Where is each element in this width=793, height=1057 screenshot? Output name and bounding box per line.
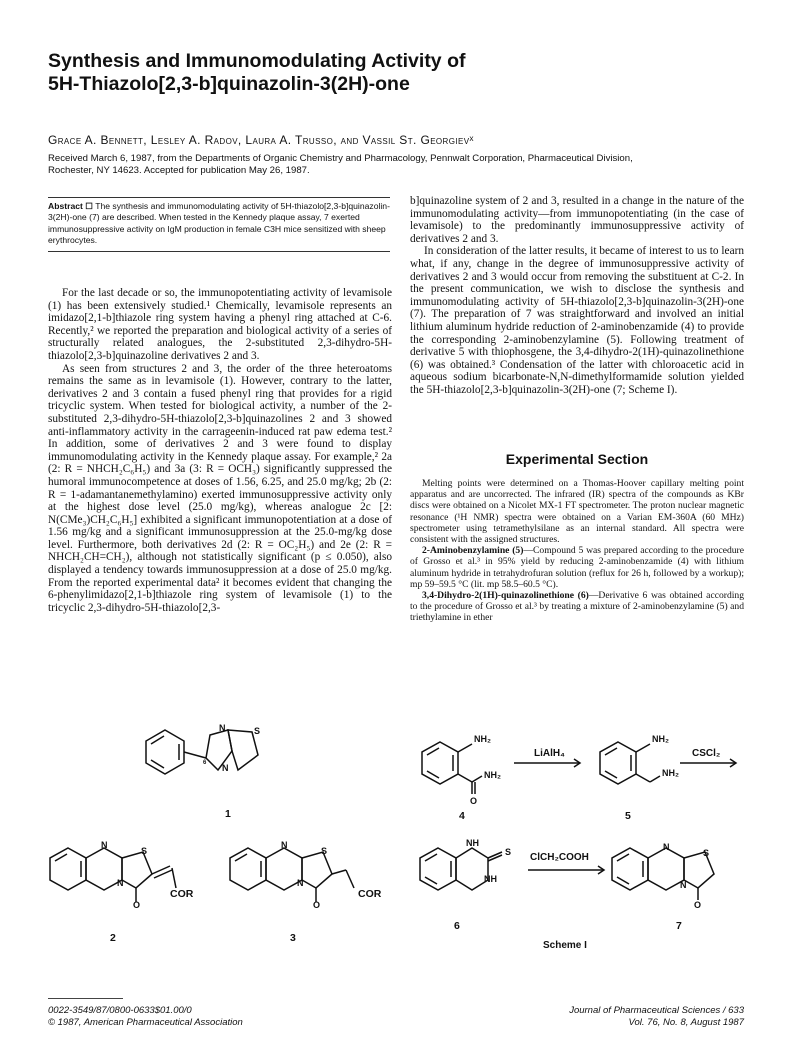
group-nh: NH	[466, 838, 479, 848]
substituent-cor: COR	[170, 888, 194, 900]
compound-heading: 3,4-Dihydro-2(1H)-quinazolinethione (6)	[422, 590, 589, 602]
atom-o: O	[694, 900, 702, 910]
substituent-cor: COR	[358, 888, 382, 900]
compound-label-2: 2	[110, 932, 116, 944]
copyright-code: 0022-3549/87/0800-0633$01.00/0	[48, 1005, 192, 1016]
title-line-2: 5H-Thiazolo[2,3-b]quinazolin-3(2H)-one	[48, 73, 410, 95]
abstract-box	[48, 197, 390, 252]
copyright-notice: © 1987, American Pharmaceutical Association	[48, 1016, 243, 1028]
atom-n: N	[101, 840, 108, 850]
body-paragraph: b]quinazoline system of 2 and 3, resulted in a change in the nature of the immunomodulating activity—from immunopotentiating (in the case of levamisole) to the predominantly immunosuppressive activity of derivatives 2 and 3.	[410, 195, 744, 245]
group-nh2: NH₂	[474, 734, 491, 744]
footer-left	[48, 1005, 243, 1028]
experimental-text: —Compound 5 was prepared according to the procedure of Grosso et al.³ in 95% yield by reducing 2-aminobenzamide (4) with lithium aluminum hydride in tetrahydrofuran solution (reflux for 26 h, followed by a workup); mp 59–59.5 °C (lit. mp 58.5–60.5 °C).	[410, 545, 745, 590]
author-list: Grace A. Bennett, Lesley A. Radov, Laura A. Trusso, and Vassil St. Georgievˣ	[48, 133, 474, 147]
experimental-text: —Derivative 6 was obtained according to the procedure of Grosso et al.³ by treating a mixture of 2-aminobenzylamine (5) and triethylamine in ether	[410, 590, 745, 624]
experimental-heading: Experimental Section	[505, 451, 649, 467]
body-paragraph: For the last decade or so, the immunopotentiating activity of levamisole (1) has been extensively studied.¹ Chemically, levamisole represents an imidazo[2,1-b]thiazole ring system having a phenyl ring attached at C-6. Recently,² we reported the preparation and biological activity of a series of structurally related analogues, the 2-substituted 2,3-dihydro-5H-thiazolo[2,3-b]quinazoline derivatives 2 and 3.	[48, 287, 392, 362]
atom-n: N	[680, 880, 687, 890]
compound-label-5: 5	[625, 810, 631, 822]
body-paragraph: In consideration of the latter results, it became of interest to us to learn what, if any, change in the degree of immunosuppressive activity of derivatives 2 and 3 would occur from removing the substituent at C-2. In the present communication, we wish to disclose the synthesis and immunomodulating activity of 5H-thiazolo[2,3-b]quinazolin-3(2H)-one (7). The preparation of 7 was straightforward and involved an initial lithium aluminum hydride reduction of 2-aminobenzamide (4) to provide the corresponding 2-aminobenzylamine (5). Following treatment of derivative 5 with thiophosgene, the 3,4-dihydro-2(1H)-quinazolinethione (6) was obtained.³ Condensation of the latter with chloroacetic acid in aqueous sodium bicarbonate-N,N-dimethylformamide solution yielded the 5H-thiazolo[2,3-b]quinazolin-3(2H)-one (7; Scheme I).	[410, 245, 744, 396]
body-column-right	[410, 195, 744, 397]
group-nh: NH	[484, 874, 497, 884]
scheme-row-1-diagram	[418, 730, 748, 810]
group-nh2: NH₂	[662, 768, 679, 778]
atom-n: N	[281, 840, 288, 850]
atom-n: N	[117, 878, 124, 888]
atom-n: N	[663, 842, 670, 852]
experimental-paragraph: Melting points were determined on a Thomas-Hoover capillary melting point apparatus and are uncorrected. The infrared (IR) spectra of the compounds as KBr discs were obtained on a Nicolet MX-1 FT spectrometer. The proton nuclear magnetic resonance (¹H NMR) spectra were obtained on a Varian EM-360A (60 MHz) spectrometer using tetramethylsilane as an internal standard. All spectra were consistent with the assigned structures.	[410, 478, 744, 546]
abstract-label: Abstract ☐	[48, 201, 93, 211]
body-paragraph: As seen from structures 2 and 3, the order of the three heteroatoms remains the same as in levamisole (1). However, contrary to the latter, derivatives 2 and 3 contain a fused phenyl ring that provides for a rigid tricyclic system. When tested for biological activity, a number of the 2-substituted 2,3-dihydro-5H-thiazolo[2,3-b]quinazolines 2 and 3 showed anti-inflammatory activity in the carrageenin-induced rat paw edema test.² In addition, some of derivatives 2 and 3 were found to display immunomodulating activity in the Kennedy plaque assay. For example,² 2a (2: R = NHCH₂C₆H₅) and 3a (3: R = OCH₃) significantly suppressed the humoral immunocompetence at doses of 1.56, 6.25, and 25.0 mg/kg; 2b (2: R = 1-adamantanemethylamino) exerted immunosuppressive activity only at the highest dose level (25.0 mg/kg), whereas analogue 2c [2: N(CMe₃)CH₂C₆H₅] exhibited a significant immunopotentiation at a dose of 1.56 mg/kg and a significant immunosuppression at the 25.0-mg/kg dose level. Furthermore, both derivatives 2d (2: R = OC₂H₅) and 2e (2: R = NHCH₂CH=CH₂), although not statistically significant (p ≤ 0.050), also displayed a tendency towards immunosuppression at a dose of 25.0 mg/kg. From the reported experimental data² it becomes evident that changing the 6-phenylimidazo[2,1-b]thiazole ring system of levamisole (1) to the tricyclic 2,3-dihydro-5H-thiazolo[2,3-	[48, 362, 392, 614]
group-nh2: NH₂	[652, 734, 669, 744]
atom-s: S	[505, 847, 512, 857]
reagent-lialh4: LiAlH₄	[534, 748, 565, 759]
journal-page: Journal of Pharmaceutical Sciences / 633	[569, 1005, 744, 1016]
atom-o: O	[313, 900, 321, 910]
reagent-chloroacetic-acid: ClCH₂COOH	[530, 852, 589, 863]
position-6: 6	[203, 760, 207, 766]
compound-label-4: 4	[459, 810, 465, 822]
received-line-2: Rochester, NY 14623. Accepted for publication May 26, 1987.	[48, 165, 310, 176]
article-title	[48, 50, 748, 96]
received-line-1: Received March 6, 1987, from the Departments of Organic Chemistry and Pharmacology, Pennwalt Corporation, Pharmaceutical Division,	[48, 153, 633, 164]
structure-1-diagram	[140, 720, 290, 810]
footer-right	[480, 1005, 744, 1028]
compound-heading: 2-Aminobenzylamine (5)	[422, 545, 524, 557]
atom-o: O	[133, 900, 141, 910]
compound-label-3: 3	[290, 932, 296, 944]
compound-label-7: 7	[676, 920, 682, 932]
atom-s: S	[254, 726, 261, 736]
atom-n: N	[222, 763, 229, 773]
reagent-cscl2: CSCl₂	[692, 748, 721, 759]
experimental-paragraph	[410, 545, 744, 590]
scheme-caption: Scheme I	[543, 940, 587, 951]
abstract-text: The synthesis and immunomodulating activity of 5H-thiazolo[2,3-b]quinazolin-3(2H)-one (7) are described. When tested in the Kennedy plaque assay, 7 exerted immunosuppressive activity on IgM production in female C3H mice sensitized with sheep erythrocytes.	[48, 201, 390, 246]
experimental-paragraph	[410, 590, 744, 624]
compound-label-6: 6	[454, 920, 460, 932]
atom-s: S	[141, 846, 148, 856]
body-column-left	[48, 287, 392, 614]
atom-s: S	[321, 846, 328, 856]
atom-o: O	[470, 796, 478, 806]
title-line-1: Synthesis and Immunomodulating Activity of	[48, 50, 466, 72]
footer-rule	[48, 998, 123, 999]
atom-n: N	[297, 878, 304, 888]
atom-n: N	[219, 723, 226, 733]
experimental-section	[410, 478, 744, 624]
atom-s: S	[703, 848, 710, 858]
compound-label-1: 1	[225, 808, 231, 820]
group-nh2: NH₂	[484, 770, 501, 780]
received-note	[48, 153, 748, 177]
journal-volume: Vol. 76, No. 8, August 1987	[628, 1016, 744, 1028]
